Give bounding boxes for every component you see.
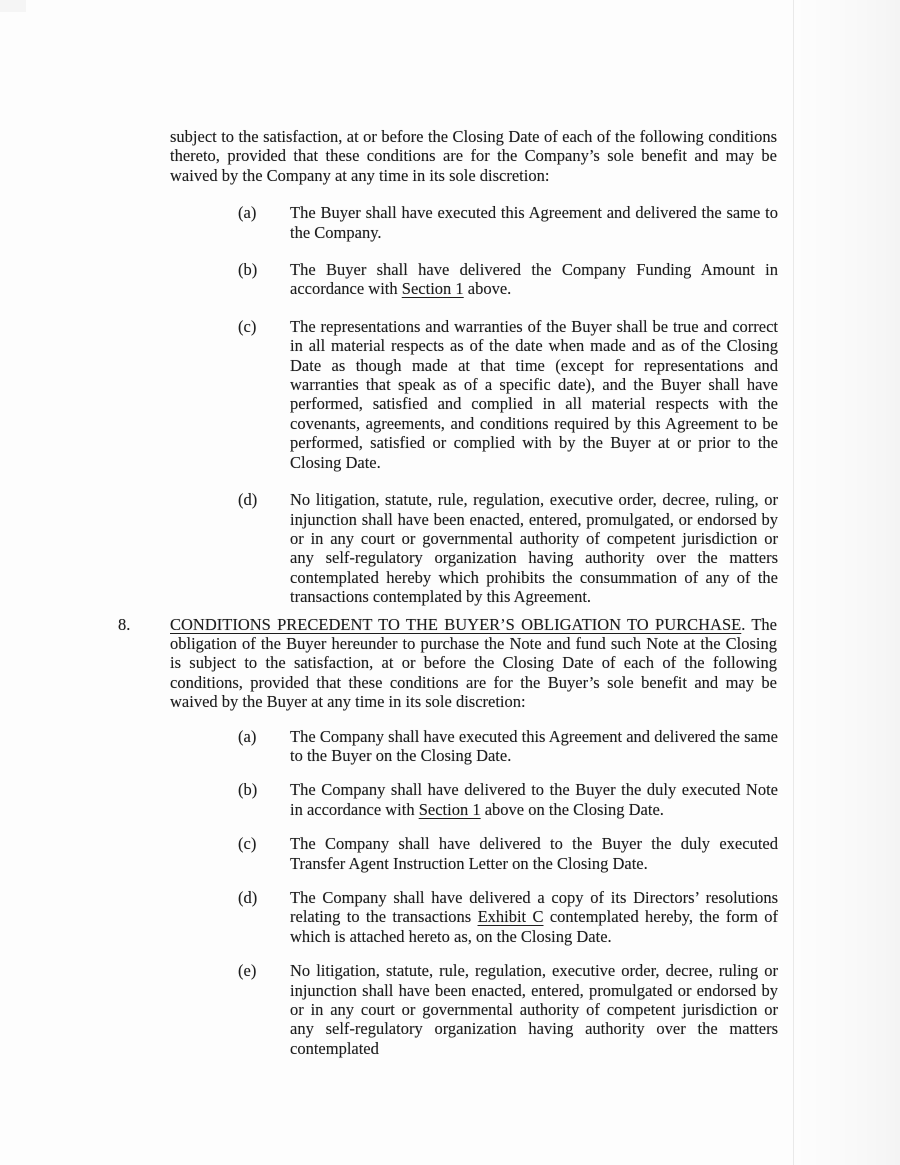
section-8 (118, 615, 777, 712)
text-segment: The Buyer shall have delivered the Company Funding Amount in accordance with (290, 260, 778, 299)
text-segment: contemplated hereby, the form of which is attached hereto as, on the Closing Date. (290, 907, 778, 946)
text-segment: No litigation, statute, rule, regulation, executive order, decree, ruling, or injunction shall have been enacted, entered, promulgated, or endorsed by or in any court or governmental authority of competent jurisdiction or any self-regulatory organization having authority over the matters contemplated hereby which prohibits the consummation of any of the transactions contemplated by this Agreement. (290, 490, 778, 607)
item-label: (c) (238, 316, 257, 336)
item-label: (a) (238, 203, 257, 223)
scan-corner-artifact (0, 0, 26, 12)
list-item (238, 888, 778, 946)
section-8-number: 8. (118, 614, 131, 634)
scan-edge-shadow (793, 0, 900, 1165)
item-label: (a) (238, 726, 257, 746)
list-item (238, 961, 778, 1058)
list-item (238, 727, 778, 766)
text-segment: The Company shall have executed this Agreement and delivered the same to the Buyer on the Closing Date. (290, 726, 778, 765)
item-text (290, 317, 778, 472)
item-text (290, 490, 778, 606)
underlined-reference: Exhibit C (477, 907, 544, 927)
intro-paragraph (170, 127, 777, 185)
text-segment: above on the Closing Date. (480, 799, 664, 819)
item-label: (c) (238, 834, 257, 854)
item-label: (d) (238, 888, 258, 907)
text-segment: subject to the satisfaction, at or before the Closing Date of each of the following conditions thereto, provided that these conditions are for the Company’s sole benefit and may be waived by the Company at any time in its sole discretion: (170, 127, 777, 185)
list-item (238, 780, 778, 819)
item-text (290, 834, 778, 873)
item-label: (b) (238, 260, 258, 280)
item-text (290, 203, 778, 242)
list-item (238, 490, 778, 606)
underlined-reference: CONDITIONS PRECEDENT TO THE BUYER’S OBLIGATION TO PURCHASE (170, 614, 742, 634)
item-text (290, 260, 778, 299)
item-text (290, 961, 778, 1058)
company-conditions-list (238, 203, 778, 606)
text-segment: The Company shall have delivered to the Buyer the duly executed Note in accordance with (290, 780, 778, 819)
section-8-paragraph (170, 615, 777, 712)
text-segment: The Buyer shall have executed this Agreement and delivered the same to the Company. (290, 203, 778, 242)
item-label: (b) (238, 780, 258, 800)
list-item (238, 203, 778, 242)
list-item (238, 317, 778, 472)
item-text (290, 780, 778, 819)
buyer-conditions-list (238, 727, 778, 1059)
item-text (290, 888, 778, 946)
text-segment: The Company shall have delivered to the Buyer the duly executed Transfer Agent Instruction Letter on the Closing Date. (290, 834, 778, 873)
item-label: (d) (238, 490, 258, 510)
text-segment: The representations and warranties of the Buyer shall be true and correct in all material respects as of the date when made and as of the Closing Date as though made at that time (except for representations and warranties that speak as of a specific date), and the Buyer shall have performed, satisfied and complied in all material respects with the covenants, agreements, and conditions required by this Agreement to be performed, satisfied or complied with by the Buyer at or prior to the Closing Date. (290, 316, 778, 472)
item-label: (e) (238, 961, 257, 981)
underlined-reference: Section 1 (418, 799, 481, 819)
text-segment: . The obligation of the Buyer hereunder to purchase the Note and fund such Note at the Closing is subject to the satisfaction, at or before the Closing Date of each of the following conditions, provided that these conditions are for the Buyer’s sole benefit and may be waived by the Buyer at any time in its sole discretion: (170, 614, 777, 712)
text-segment: The Company shall have delivered a copy of its Directors’ resolutions relating to the transactions (290, 888, 778, 927)
text-segment: No litigation, statute, rule, regulation, executive order, decree, ruling or injunction shall have been enacted, entered, promulgated or endorsed by or in any court or governmental authority of competent jurisdiction or any self-regulatory organization having authority over the matters contemplated (290, 961, 778, 1058)
text-segment: above. (463, 279, 512, 299)
underlined-reference: Section 1 (401, 279, 464, 299)
list-item (238, 260, 778, 299)
list-item (238, 834, 778, 873)
item-text (290, 727, 778, 766)
